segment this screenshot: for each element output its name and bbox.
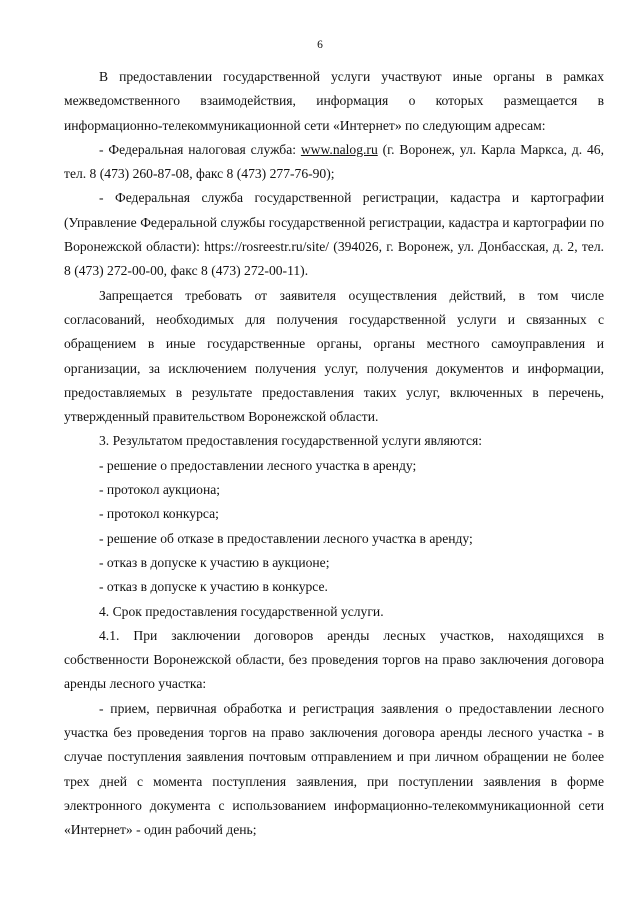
paragraph-interagency-intro: В предоставлении государственной услуги участвуют иные органы в рамках межведомственного взаимодействия, информация о которых размещается в информационно-телекоммуникационной сети «Интернет» по следующим адресам: bbox=[64, 69, 604, 133]
paragraph-prohibition: Запрещается требовать от заявителя осуществления действий, в том числе согласований, необходимых для получения государственной услуги и связанных с обращением в иные государственные органы, органы местного самоуправления и организации, за исключением получения услуг, получения документов и информации, предоставляемых в результате предоставления таких услуг, включенных в перечень, утвержденный правительством Воронежской области. bbox=[64, 287, 604, 425]
list-item-result: - решение о предоставлении лесного участка в аренду; bbox=[99, 457, 417, 473]
list-item-result: - протокол конкурса; bbox=[99, 506, 219, 522]
tax-service-prefix: - Федеральная налоговая служба: bbox=[99, 141, 301, 157]
list-item-result: - решение об отказе в предоставлении лесного участка в аренду; bbox=[99, 530, 473, 546]
paragraph-registration: - прием, первичная обработка и регистрация заявления о предоставлении лесного участка без проведения торгов на право заключения договора аренды лесного участка - в случае поступления заявления почтовым отправлением и при личном обращении не более трех дней с момента поступления заявления, при поступлении заявления в форме электронного документа с использованием информационно-телекоммуникационной сети «Интернет» - один рабочий день; bbox=[64, 700, 604, 838]
page-number: 6 bbox=[317, 39, 323, 51]
paragraph-term-heading: 4. Срок предоставления государственной услуги. bbox=[99, 603, 384, 619]
paragraph-rosreestr: - Федеральная служба государственной регистрации, кадастра и картографии (Управление Федеральной службы государственной регистрации, кадастра и картографии по Воронежской области): https://rosreestr.ru/site/ (394026, г. Воронеж, ул. Донбасская, д. 2, тел. 8 (473) 272-00-00, факс 8 (473) 272-00-11). bbox=[64, 190, 604, 279]
tax-service-link[interactable]: www.nalog.ru bbox=[300, 141, 378, 157]
list-item-result: - отказ в допуске к участию в аукционе; bbox=[99, 554, 330, 570]
list-item-result: - отказ в допуске к участию в конкурсе. bbox=[99, 579, 328, 595]
document-body bbox=[64, 65, 604, 843]
paragraph-results-heading: 3. Результатом предоставления государственной услуги являются: bbox=[99, 433, 483, 449]
paragraph-tax-service bbox=[64, 138, 604, 187]
paragraph-term-4-1: 4.1. При заключении договоров аренды лесных участков, находящихся в собственности Воронежской области, без проведения торгов на право заключения договора аренды лесного участка: bbox=[64, 627, 604, 692]
tax-service-suffix: (г. Воронеж, ул. Карла Маркса, д. 46, тел. 8 (473) 260-87-08, факс 8 (473) 277-76-90); bbox=[64, 141, 604, 182]
list-item-result: - протокол аукциона; bbox=[99, 482, 221, 498]
